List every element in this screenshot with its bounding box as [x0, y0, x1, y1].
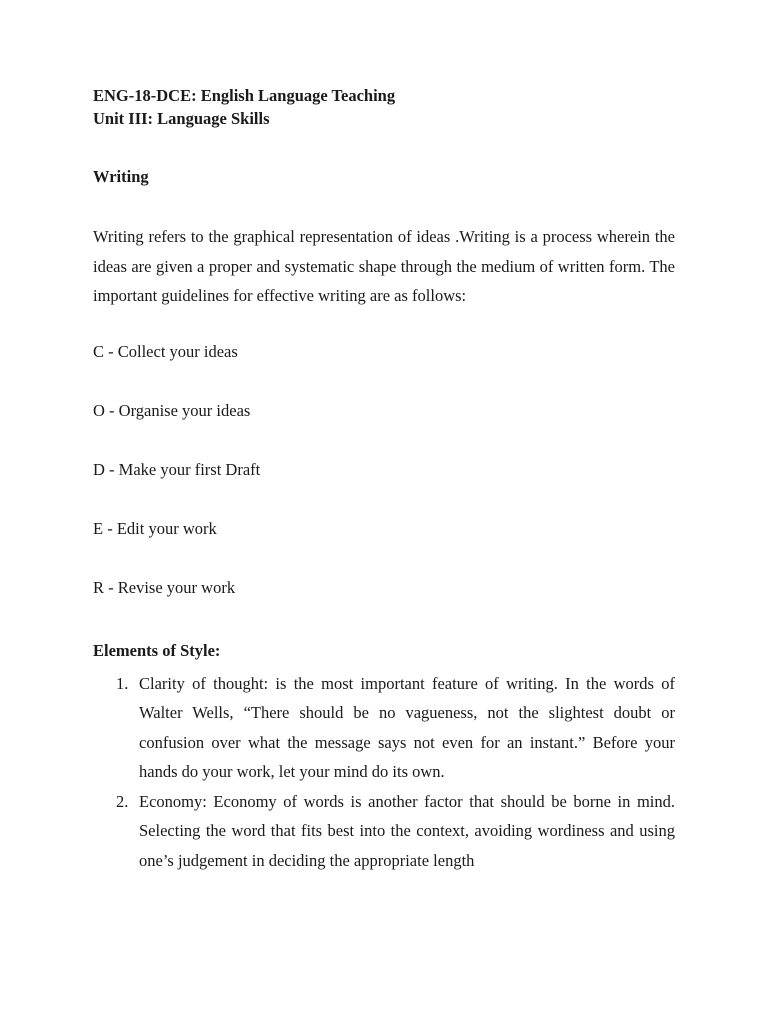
section-title-writing: Writing	[93, 167, 149, 186]
guideline-item: O - Organise your ideas	[93, 400, 251, 420]
guideline-item: D - Make your first Draft	[93, 459, 261, 479]
document-page	[93, 84, 675, 875]
list-item-number: 2.	[116, 791, 129, 811]
section-title-elements-of-style: Elements of Style:	[93, 640, 221, 660]
guideline-item: C - Collect your ideas	[93, 341, 238, 361]
list-item	[93, 787, 675, 876]
guideline-item: E - Edit your work	[93, 518, 217, 538]
elements-list	[93, 669, 675, 876]
course-title: ENG-18-DCE: English Language Teaching	[93, 86, 396, 105]
list-item-text: Clarity of thought: is the most important feature of writing. In the words of Walter Wells, “There should be no vagueness, not the slightest doubt or confusion over what the message says not even for an instant.” Before your hands do your work, let your mind do its own.	[139, 673, 675, 781]
list-item-text: Economy: Economy of words is another factor that should be borne in mind. Selecting the word that fits best into the context, avoiding wordiness and using one’s judgement in deciding the appropriate length	[139, 791, 675, 870]
list-item-number: 1.	[116, 673, 129, 693]
list-item	[93, 669, 675, 787]
guidelines-list	[93, 340, 675, 599]
guideline-item: R - Revise your work	[93, 577, 236, 597]
intro-paragraph: Writing refers to the graphical representation of ideas .Writing is a process wherein the ideas are given a proper and systematic shape through the medium of written form. The important guidelines for effective writing are as follows:	[93, 227, 675, 305]
unit-title: Unit III: Language Skills	[93, 109, 270, 128]
document-header	[93, 84, 675, 130]
